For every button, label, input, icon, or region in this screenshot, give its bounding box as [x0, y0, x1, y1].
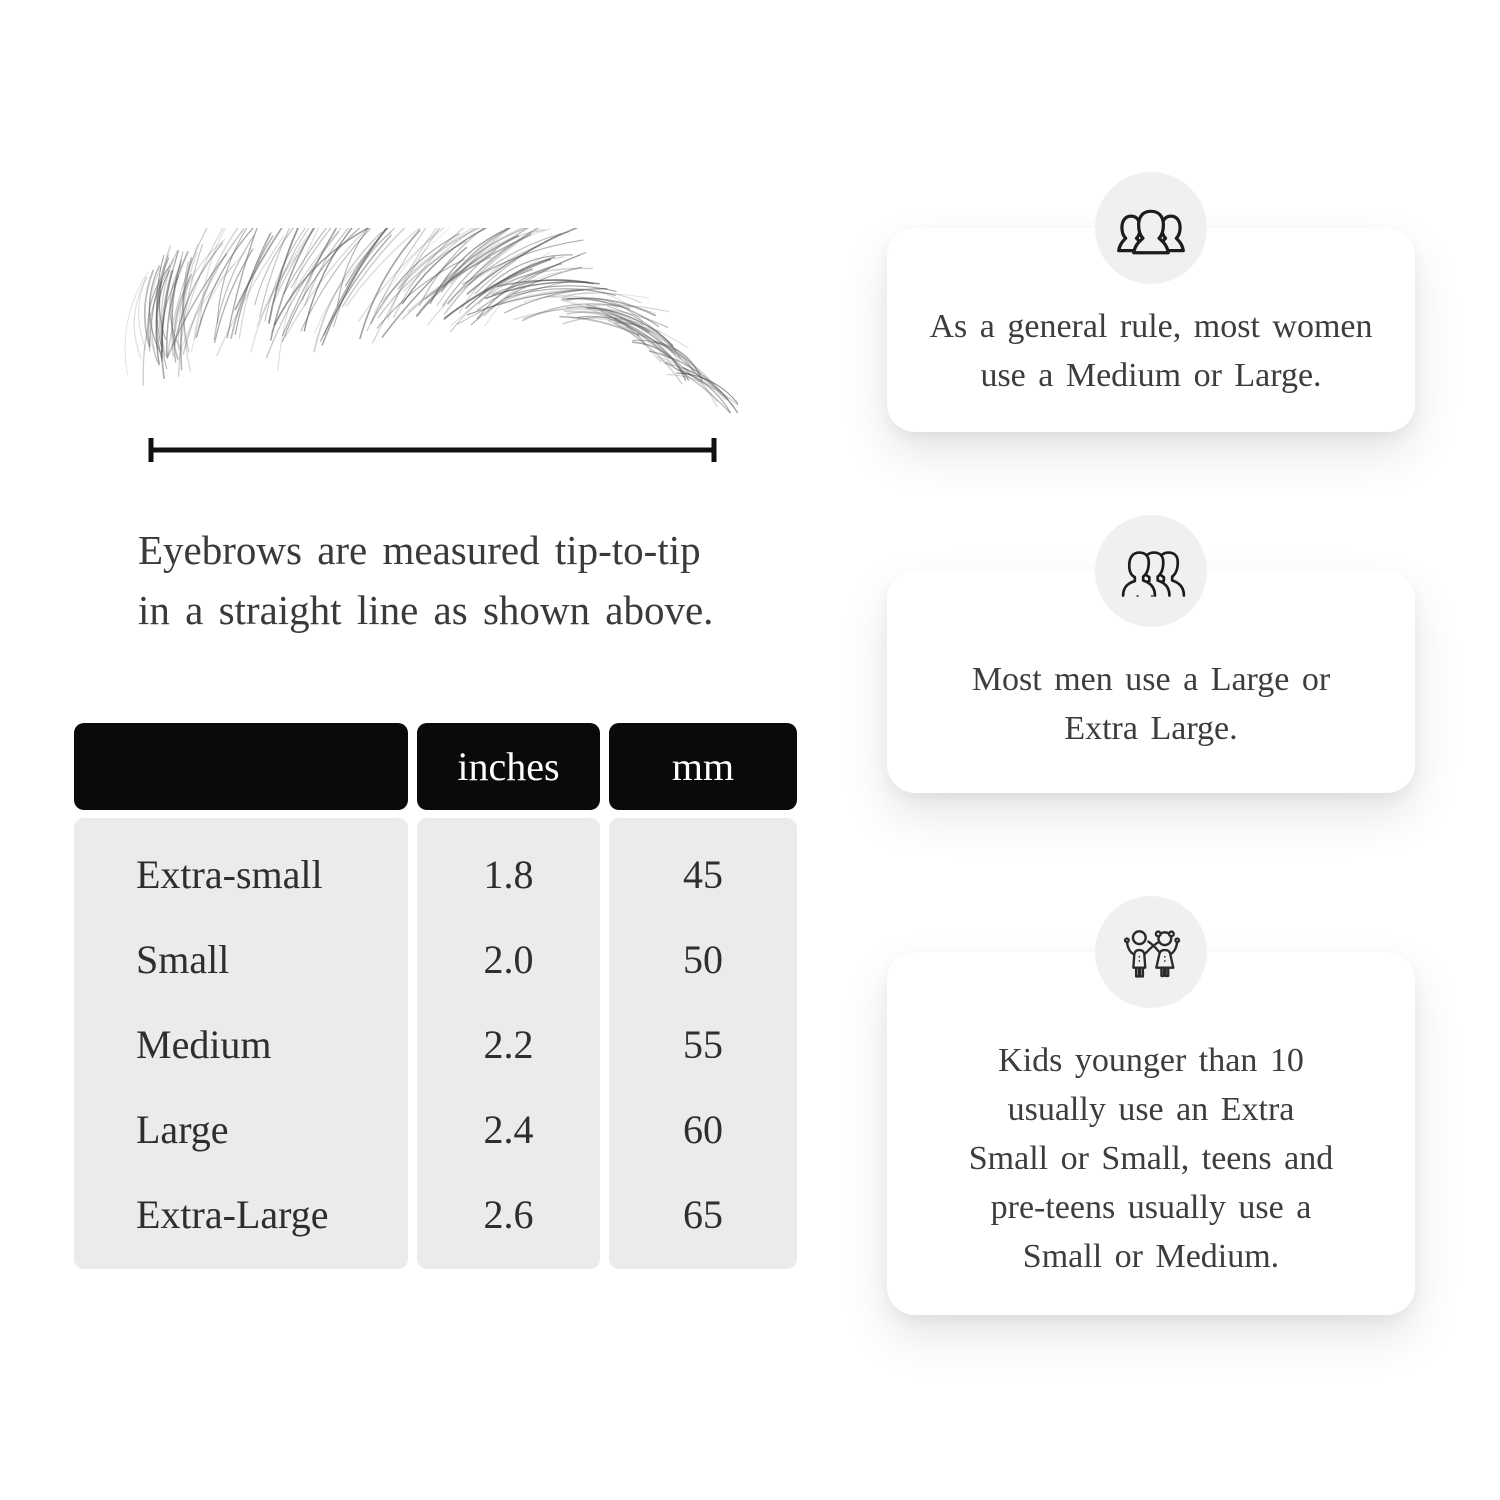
- table-cell-inches: 2.4: [483, 1107, 534, 1152]
- card-text: [887, 1036, 1415, 1281]
- table-column-mm: [609, 818, 797, 1269]
- table-cell-mm: 50: [683, 937, 723, 982]
- icon-badge: [1095, 172, 1207, 284]
- boy-leg: [1136, 968, 1139, 977]
- table-cell-inches: 2.0: [483, 937, 534, 982]
- girl-outer-arm: [1171, 942, 1177, 954]
- table-row-label: Extra-Large: [136, 1192, 329, 1237]
- men-group-icon: [1111, 542, 1191, 600]
- size-table: [74, 723, 797, 1269]
- girl-leg: [1161, 968, 1164, 976]
- boy-torso: [1133, 950, 1145, 968]
- table-cell-mm: 45: [683, 852, 723, 897]
- card-text: [887, 302, 1415, 400]
- button-dot: [1164, 956, 1166, 958]
- button-dot: [1138, 956, 1140, 958]
- card-text-line: pre-teens usually use a: [990, 1189, 1312, 1226]
- icon-badge: [1095, 515, 1207, 627]
- table-cell-mm: 55: [683, 1022, 723, 1067]
- girl-hair-bun: [1156, 932, 1161, 937]
- women-group-icon: [1112, 200, 1190, 256]
- button-dot: [1164, 960, 1166, 962]
- girl-dress: [1156, 950, 1173, 968]
- caption-line: in a straight line as shown above.: [138, 587, 714, 633]
- card-text-line: As a general rule, most women: [929, 308, 1373, 345]
- boy-hand: [1125, 939, 1129, 943]
- info-card-kids: [887, 952, 1415, 1315]
- table-cell-mm: 65: [683, 1192, 723, 1237]
- children-icon: [1117, 922, 1185, 982]
- table-body: [74, 818, 797, 1269]
- card-text-line: usually use an Extra: [1007, 1091, 1295, 1128]
- boy-head: [1133, 931, 1146, 944]
- table-cell-inches: 2.6: [483, 1192, 534, 1237]
- card-text: [887, 655, 1415, 753]
- table-column-size: [74, 818, 408, 1269]
- button-dot: [1138, 960, 1140, 962]
- table-cell-inches: 1.8: [483, 852, 534, 897]
- girl-hair-bun: [1169, 932, 1174, 937]
- icon-badge: [1095, 896, 1207, 1008]
- figure-caption: [138, 520, 788, 640]
- header-cell-mm: mm: [609, 723, 797, 810]
- header-cell-inches: inches: [417, 723, 600, 810]
- card-text-line: Small or Medium.: [1022, 1238, 1280, 1275]
- girl-hand: [1175, 939, 1179, 943]
- card-text-line: Kids younger than 10: [998, 1042, 1304, 1079]
- table-header-row: [74, 723, 797, 810]
- table-cell-inches: 2.2: [483, 1022, 534, 1067]
- table-row-label: Extra-small: [136, 852, 323, 897]
- boy-outer-arm: [1127, 942, 1133, 954]
- boy-leg: [1140, 968, 1143, 977]
- card-text-line: Extra Large.: [1064, 710, 1238, 747]
- card-text-line: Most men use a Large or: [971, 661, 1331, 698]
- table-row-label: Small: [136, 937, 230, 982]
- table-column-inches: [417, 818, 600, 1269]
- girl-leg: [1166, 968, 1169, 976]
- table-row-label: Large: [136, 1107, 229, 1152]
- info-card-men: [887, 571, 1415, 793]
- table-cell-mm: 60: [683, 1107, 723, 1152]
- card-text-line: Small or Small, teens and: [968, 1140, 1334, 1177]
- info-card-women: [887, 228, 1415, 432]
- measurement-line: [120, 434, 740, 466]
- card-text-line: use a Medium or Large.: [980, 357, 1322, 394]
- table-row-label: Medium: [136, 1022, 272, 1067]
- header-cell-size: [74, 723, 408, 810]
- eyebrow-illustration: [118, 228, 738, 413]
- caption-line: Eyebrows are measured tip-to-tip: [138, 527, 701, 573]
